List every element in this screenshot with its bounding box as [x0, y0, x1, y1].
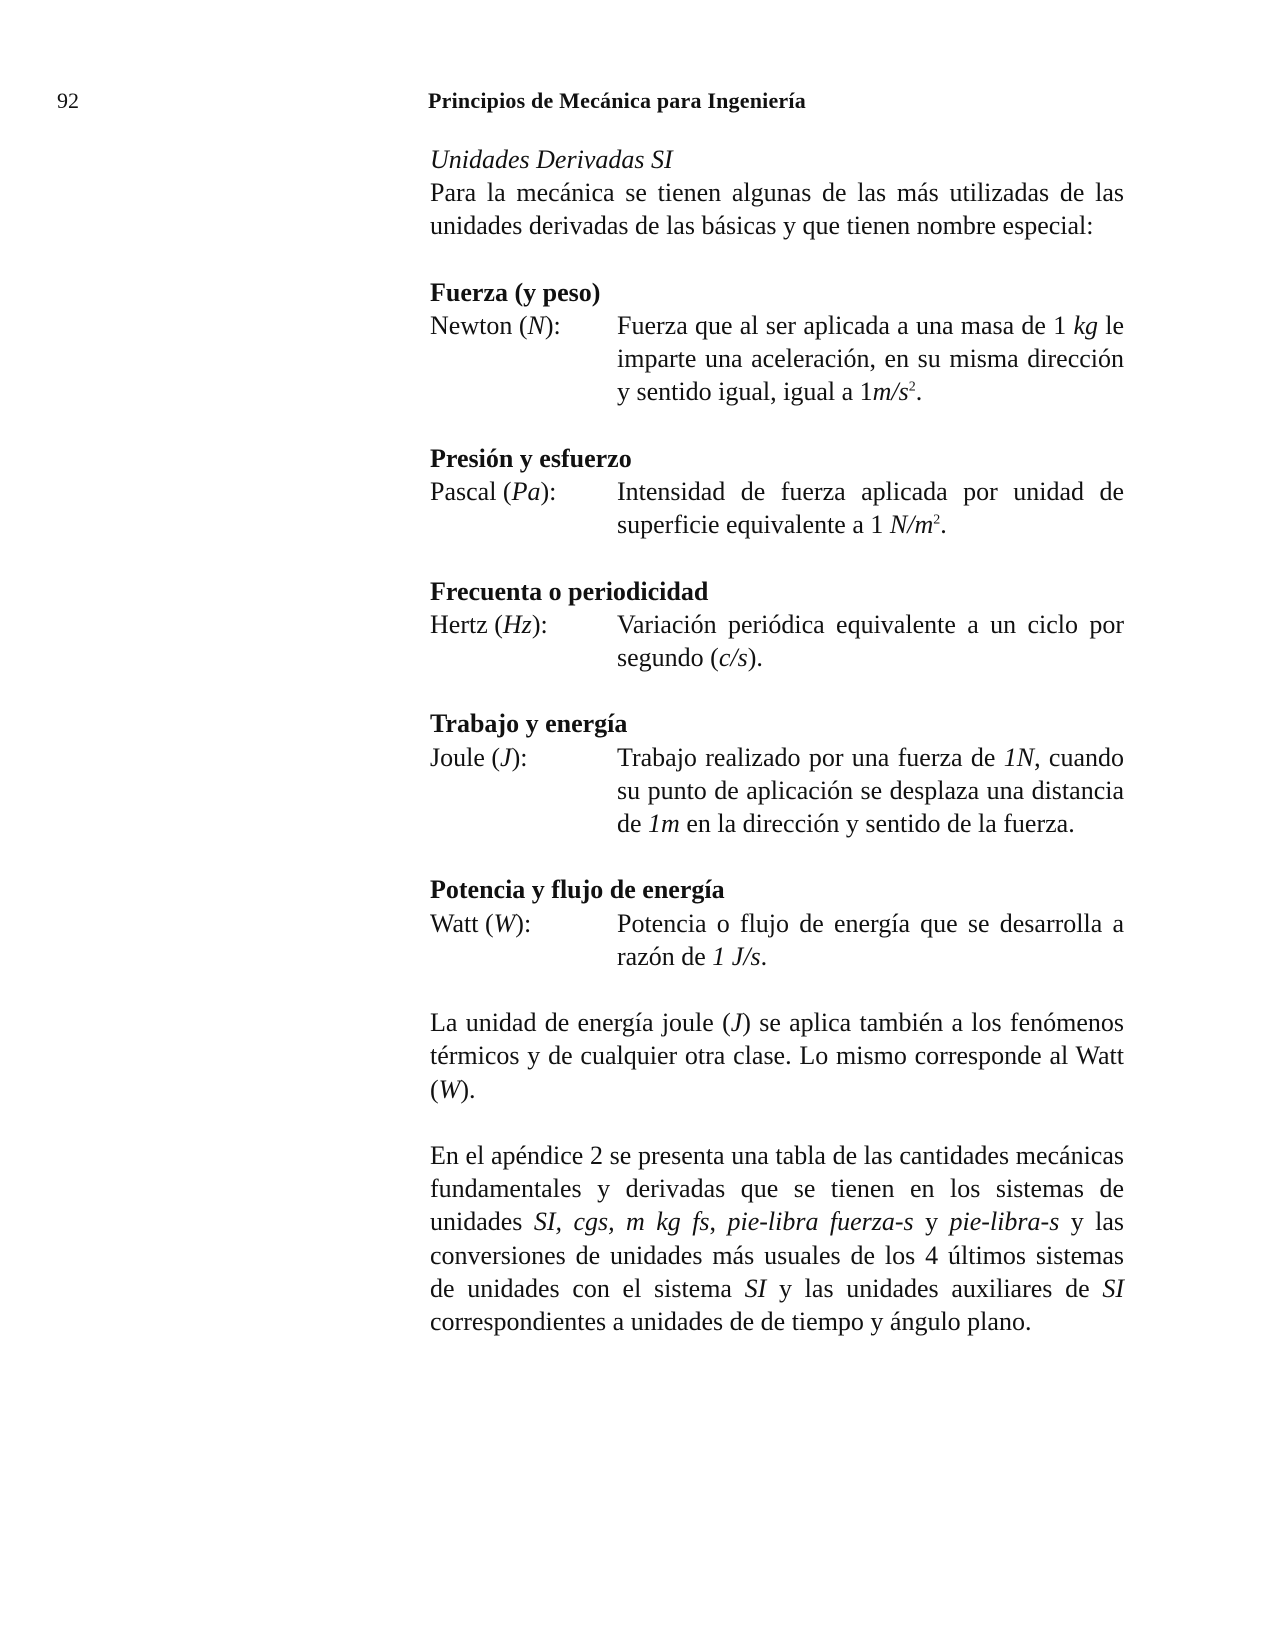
desc-italic: 1m: [648, 809, 680, 838]
spacer: [430, 1106, 1124, 1139]
unit-description: [617, 741, 1124, 841]
spacer: [430, 541, 1124, 574]
desc-text: en la dirección y sentido de la fuerza.: [679, 809, 1075, 838]
superscript: 2: [908, 379, 916, 395]
main-text-column: [430, 143, 1124, 1338]
page-number: 92: [57, 88, 79, 113]
unit-definition-row: [430, 608, 1124, 674]
unit-heading: Trabajo y energía: [430, 709, 628, 739]
unit-block-force: [430, 276, 1124, 409]
unit-term: [430, 907, 617, 973]
term-close: ):: [540, 477, 557, 506]
desc-text: le imparte una aceleración, en su misma dirección y sentido igual, igual a 1: [617, 311, 1124, 407]
para-text: correspondientes a unidades de de tiempo y ángulo plano.: [430, 1307, 1032, 1336]
para-text: y las unidades auxiliares de: [766, 1273, 1103, 1303]
desc-italic: kg: [1073, 311, 1098, 340]
desc-text: .: [915, 377, 923, 407]
para-italic: J: [730, 1008, 743, 1038]
unit-description: [617, 475, 1124, 541]
para-text: y: [913, 1207, 950, 1237]
desc-text: Trabajo realizado por una fuerza de: [617, 742, 1004, 772]
unit-name: Pascal (: [430, 477, 512, 506]
desc-text: .: [940, 510, 947, 540]
unit-name: Joule (: [430, 742, 501, 772]
unit-block-work: [430, 707, 1124, 840]
unit-symbol: Hz: [502, 609, 532, 639]
para-italic: W: [438, 1074, 461, 1104]
running-title: Principios de Mecánica para Ingeniería: [428, 88, 806, 113]
desc-text: Potencia o flujo de energía que se desarrolla a razón de: [617, 908, 1124, 971]
para-italic: pie-libra fuerza-s: [727, 1207, 914, 1237]
para-italic: pie-libra-s: [949, 1207, 1060, 1237]
desc-text: , cuando su punto de aplicación se desplaza una distancia de: [617, 742, 1124, 838]
desc-italic: 1N: [1003, 742, 1035, 772]
unit-term: [430, 475, 617, 541]
para-text: La unidad de energía joule (: [430, 1008, 731, 1038]
unit-definition-row: [430, 475, 1124, 541]
unit-description: [617, 608, 1124, 674]
desc-text: Fuerza que al ser aplicada a una masa de 1: [617, 311, 1074, 340]
appendix-paragraph: [430, 1139, 1124, 1338]
unit-block-pressure: [430, 442, 1124, 542]
unit-description: [617, 309, 1124, 409]
para-italic: SI: [744, 1273, 767, 1303]
desc-text: Intensidad de fuerza aplicada por unidad de superficie equivalente a 1: [617, 477, 1124, 540]
term-close: ):: [515, 908, 532, 938]
unit-name: Hertz (: [430, 609, 503, 639]
para-italic: SI: [1102, 1273, 1124, 1303]
unit-block-power: [430, 873, 1124, 973]
para-text: En el apéndice 2 se presenta una tabla de las cantidades mecánicas fundamentales y derivadas que se tienen en los sistemas de unidades: [430, 1140, 1124, 1237]
desc-italic: 1 J/s: [712, 941, 761, 971]
intro-paragraph: Para la mecánica se tienen algunas de las más utilizadas de las unidades derivadas de las básicas y que tienen nombre especial:: [430, 178, 1124, 241]
superscript: 2: [933, 512, 941, 528]
desc-italic: m/s: [872, 377, 909, 407]
unit-heading: Frecuenta o periodicidad: [430, 576, 709, 606]
para-italic: SI, cgs, m kg fs: [533, 1207, 710, 1237]
unit-definition-row: [430, 741, 1124, 841]
unit-definition-row: [430, 309, 1124, 409]
spacer: [430, 840, 1124, 873]
joule-paragraph: [430, 1006, 1124, 1106]
unit-symbol: W: [493, 908, 516, 938]
unit-term: [430, 309, 617, 409]
spacer: [430, 243, 1124, 276]
spacer: [430, 409, 1124, 442]
para-text: ).: [460, 1074, 476, 1104]
desc-italic: N/m: [889, 510, 934, 540]
section-title: Unidades Derivadas SI: [430, 145, 673, 174]
spacer: [430, 674, 1124, 707]
desc-text: ).: [747, 643, 763, 672]
unit-name: Watt (: [430, 908, 494, 938]
unit-term: [430, 741, 617, 841]
spacer: [430, 973, 1124, 1006]
unit-description: [617, 907, 1124, 973]
unit-heading: Potencia y flujo de energía: [430, 875, 725, 905]
unit-name: Newton (: [430, 311, 528, 340]
term-close: ):: [544, 311, 561, 340]
para-text: y las conversiones de unidades más usuales de los 4 últimos sistemas de unidades con el sistema: [430, 1207, 1125, 1303]
unit-symbol: J: [500, 742, 512, 772]
unit-heading: Fuerza (y peso): [430, 277, 601, 307]
desc-text: .: [760, 941, 768, 971]
unit-symbol: Pa: [511, 477, 541, 506]
unit-term: [430, 608, 617, 674]
unit-definition-row: [430, 907, 1124, 973]
para-text: ,: [709, 1207, 728, 1237]
term-close: ):: [531, 609, 548, 639]
unit-heading: Presión y esfuerzo: [430, 443, 632, 473]
desc-italic: c/s: [718, 643, 748, 672]
unit-block-frequency: [430, 575, 1124, 675]
term-close: ):: [511, 742, 528, 772]
unit-symbol: N: [527, 311, 545, 340]
desc-text: Variación periódica equivalente a un ciclo por segundo (: [617, 609, 1124, 672]
para-text: ) se aplica también a los fenómenos térmicos y de cualquier otra clase. Lo mismo corresponde al Watt (: [430, 1008, 1124, 1104]
